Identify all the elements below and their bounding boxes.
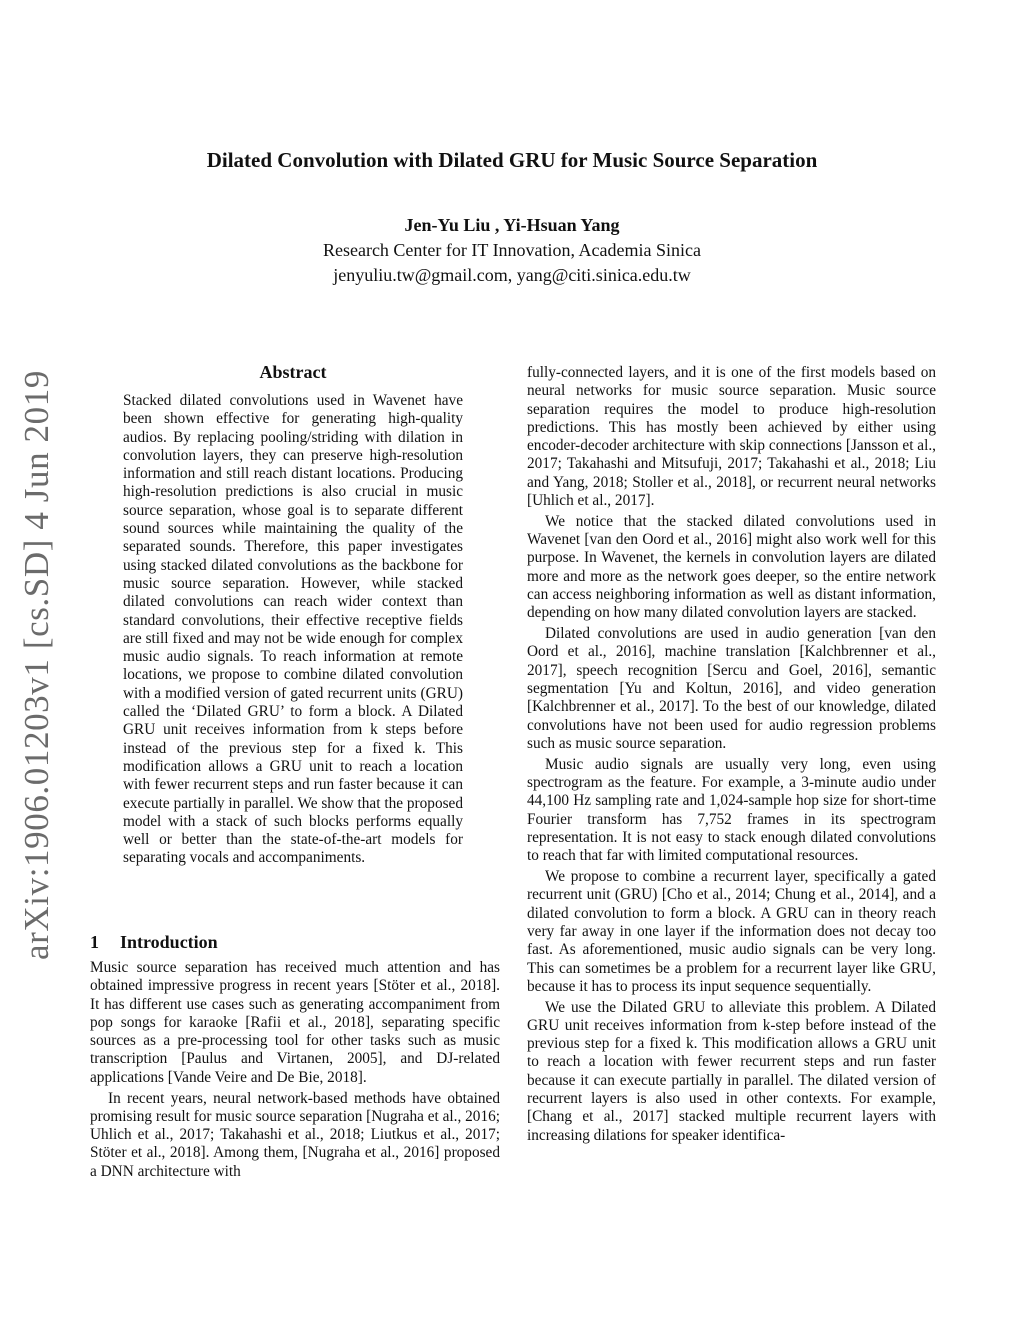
paragraph: We notice that the stacked dilated convolutions used in Wavenet [van den Oord et al., 2016] might also work well for this purpose. In Wavenet, the kernels in convolution layers are dilated more and more as the network goes deeper, so the entire network can access neighboring information as well as distant information, depending on how many dilated convolution layers are stacked. bbox=[527, 512, 936, 622]
paragraph: Music source separation has received much attention and has obtained impressive progress in recent years [Stöter et al., 2018]. It has different use cases such as generating accompaniment from pop songs for karaoke [Rafii et al., 2018], separating specific sources as a pre-processing tool for other tasks such as music transcription [Paulus and Virtanen, 2005], and DJ-related applications [Vande Veire and De Bie, 2018]. bbox=[90, 959, 500, 1086]
introduction-left-column bbox=[90, 959, 500, 1184]
author-affiliation: Research Center for IT Innovation, Academia Sinica bbox=[322, 240, 702, 260]
author-names: Jen-Yu Liu , Yi-Hsuan Yang bbox=[404, 215, 620, 235]
paragraph: Music audio signals are usually very long, even using spectrogram as the feature. For example, a 3-minute audio under 44,100 Hz sampling rate and 1,024-sample hop size for short-time Fourier transform has 7,752 frames in its spectrogram representation. It is not easy to stack enough dilated convolutions to reach that far with limited computational resources. bbox=[527, 755, 936, 865]
paragraph: fully-connected layers, and it is one of the first models based on neural networks for music source separation. Music source separation requires the model to produce high-resolution predictions. This has mostly been achieved by either using encoder-decoder architecture with skip connections [Jansson et al., 2017; Takahashi and Mitsufuji, 2017; Takahashi et al., 2018; Liu and Yang, 2018; Stoller et al., 2018], or recurrent neural networks [Uhlich et al., 2017]. bbox=[527, 364, 936, 510]
abstract-body bbox=[123, 392, 463, 870]
section-number: 1 bbox=[90, 932, 99, 952]
section-title: Introduction bbox=[120, 932, 218, 952]
section-heading-introduction bbox=[90, 930, 500, 954]
paragraph: We use the Dilated GRU to alleviate this problem. A Dilated GRU unit receives information from k-step before instead of the previous step for a fixed k. This modification allows a GRU unit to reach a location with fewer recurrent steps and run faster because it can execute partially in parallel. The dilated version of recurrent layers is also used in other contexts. For example, [Chang et al., 2017] stacked multiple recurrent layers with increasing dilations for speaker identifica- bbox=[527, 998, 936, 1144]
paragraph: In recent years, neural network-based methods have obtained promising result for music source separation [Nugraha et al., 2016; Uhlich et al., 2017; Takahashi et al., 2018; Liutkus et al., 2017; Stöter et al., 2018]. Among them, [Nugraha et al., 2016] proposed a DNN architecture with bbox=[90, 1089, 500, 1180]
introduction-right-column bbox=[527, 364, 936, 1147]
paper-title: Dilated Convolution with Dilated GRU for Music Source Separation bbox=[206, 148, 818, 172]
abstract-heading: Abstract bbox=[259, 362, 327, 382]
abstract-text: Stacked dilated convolutions used in Wavenet have been shown effective for generating high-quality audios. By replacing pooling/striding with dilation in convolution layers, they can preserve high-resolution information and still reach distant locations. Producing high-resolution predictions is also crucial in music source separation, whose goal is to separate different sound sources while maintaining the quality of the separated sounds. Therefore, this paper investigates using stacked dilated convolutions as the backbone for music source separation. However, while stacked dilated convolutions can reach wider context than standard convolutions, their effective receptive fields are still fixed and may not be wide enough for complex music audio signals. To reach information at remote locations, we propose to combine dilated convolution with a modified version of gated recurrent units (GRU) called the ‘Dilated GRU’ to form a block. A Dilated GRU unit receives information from k steps before instead of the previous step for a fixed k. This modification allows a GRU unit to reach a location with fewer recurrent steps and run faster because it can execute partially in parallel. We show that the proposed model with a stack of such blocks performs equally well or better than the state-of-the-art models for separating vocals and accompaniments. bbox=[123, 392, 463, 867]
arxiv-identifier: arXiv:1906.01203v1 [cs.SD] 4 Jun 2019 bbox=[17, 370, 56, 960]
paragraph: Dilated convolutions are used in audio generation [van den Oord et al., 2016], machine translation [Kalchbrenner et al., 2017], speech recognition [Sercu and Goel, 2016], semantic segmentation [Yu and Koltun, 2016], and video generation [Kalchbrenner et al., 2017]. To the best of our knowledge, dilated convolutions have not been used for audio regression problems such as music source separation. bbox=[527, 625, 936, 752]
author-emails: jenyuliu.tw@gmail.com, yang@citi.sinica.edu.tw bbox=[333, 265, 691, 285]
paragraph: We propose to combine a recurrent layer, specifically a gated recurrent unit (GRU) [Cho et al., 2014; Chung et al., 2014], and a dilated convolution to form a block. A GRU can in theory reach very far away in one layer if the information does not decay too fast. As aforementioned, music audio signals can be very long. This can sometimes be a problem for a recurrent layer like GRU, because it has to process its input sequence sequentially. bbox=[527, 868, 936, 995]
